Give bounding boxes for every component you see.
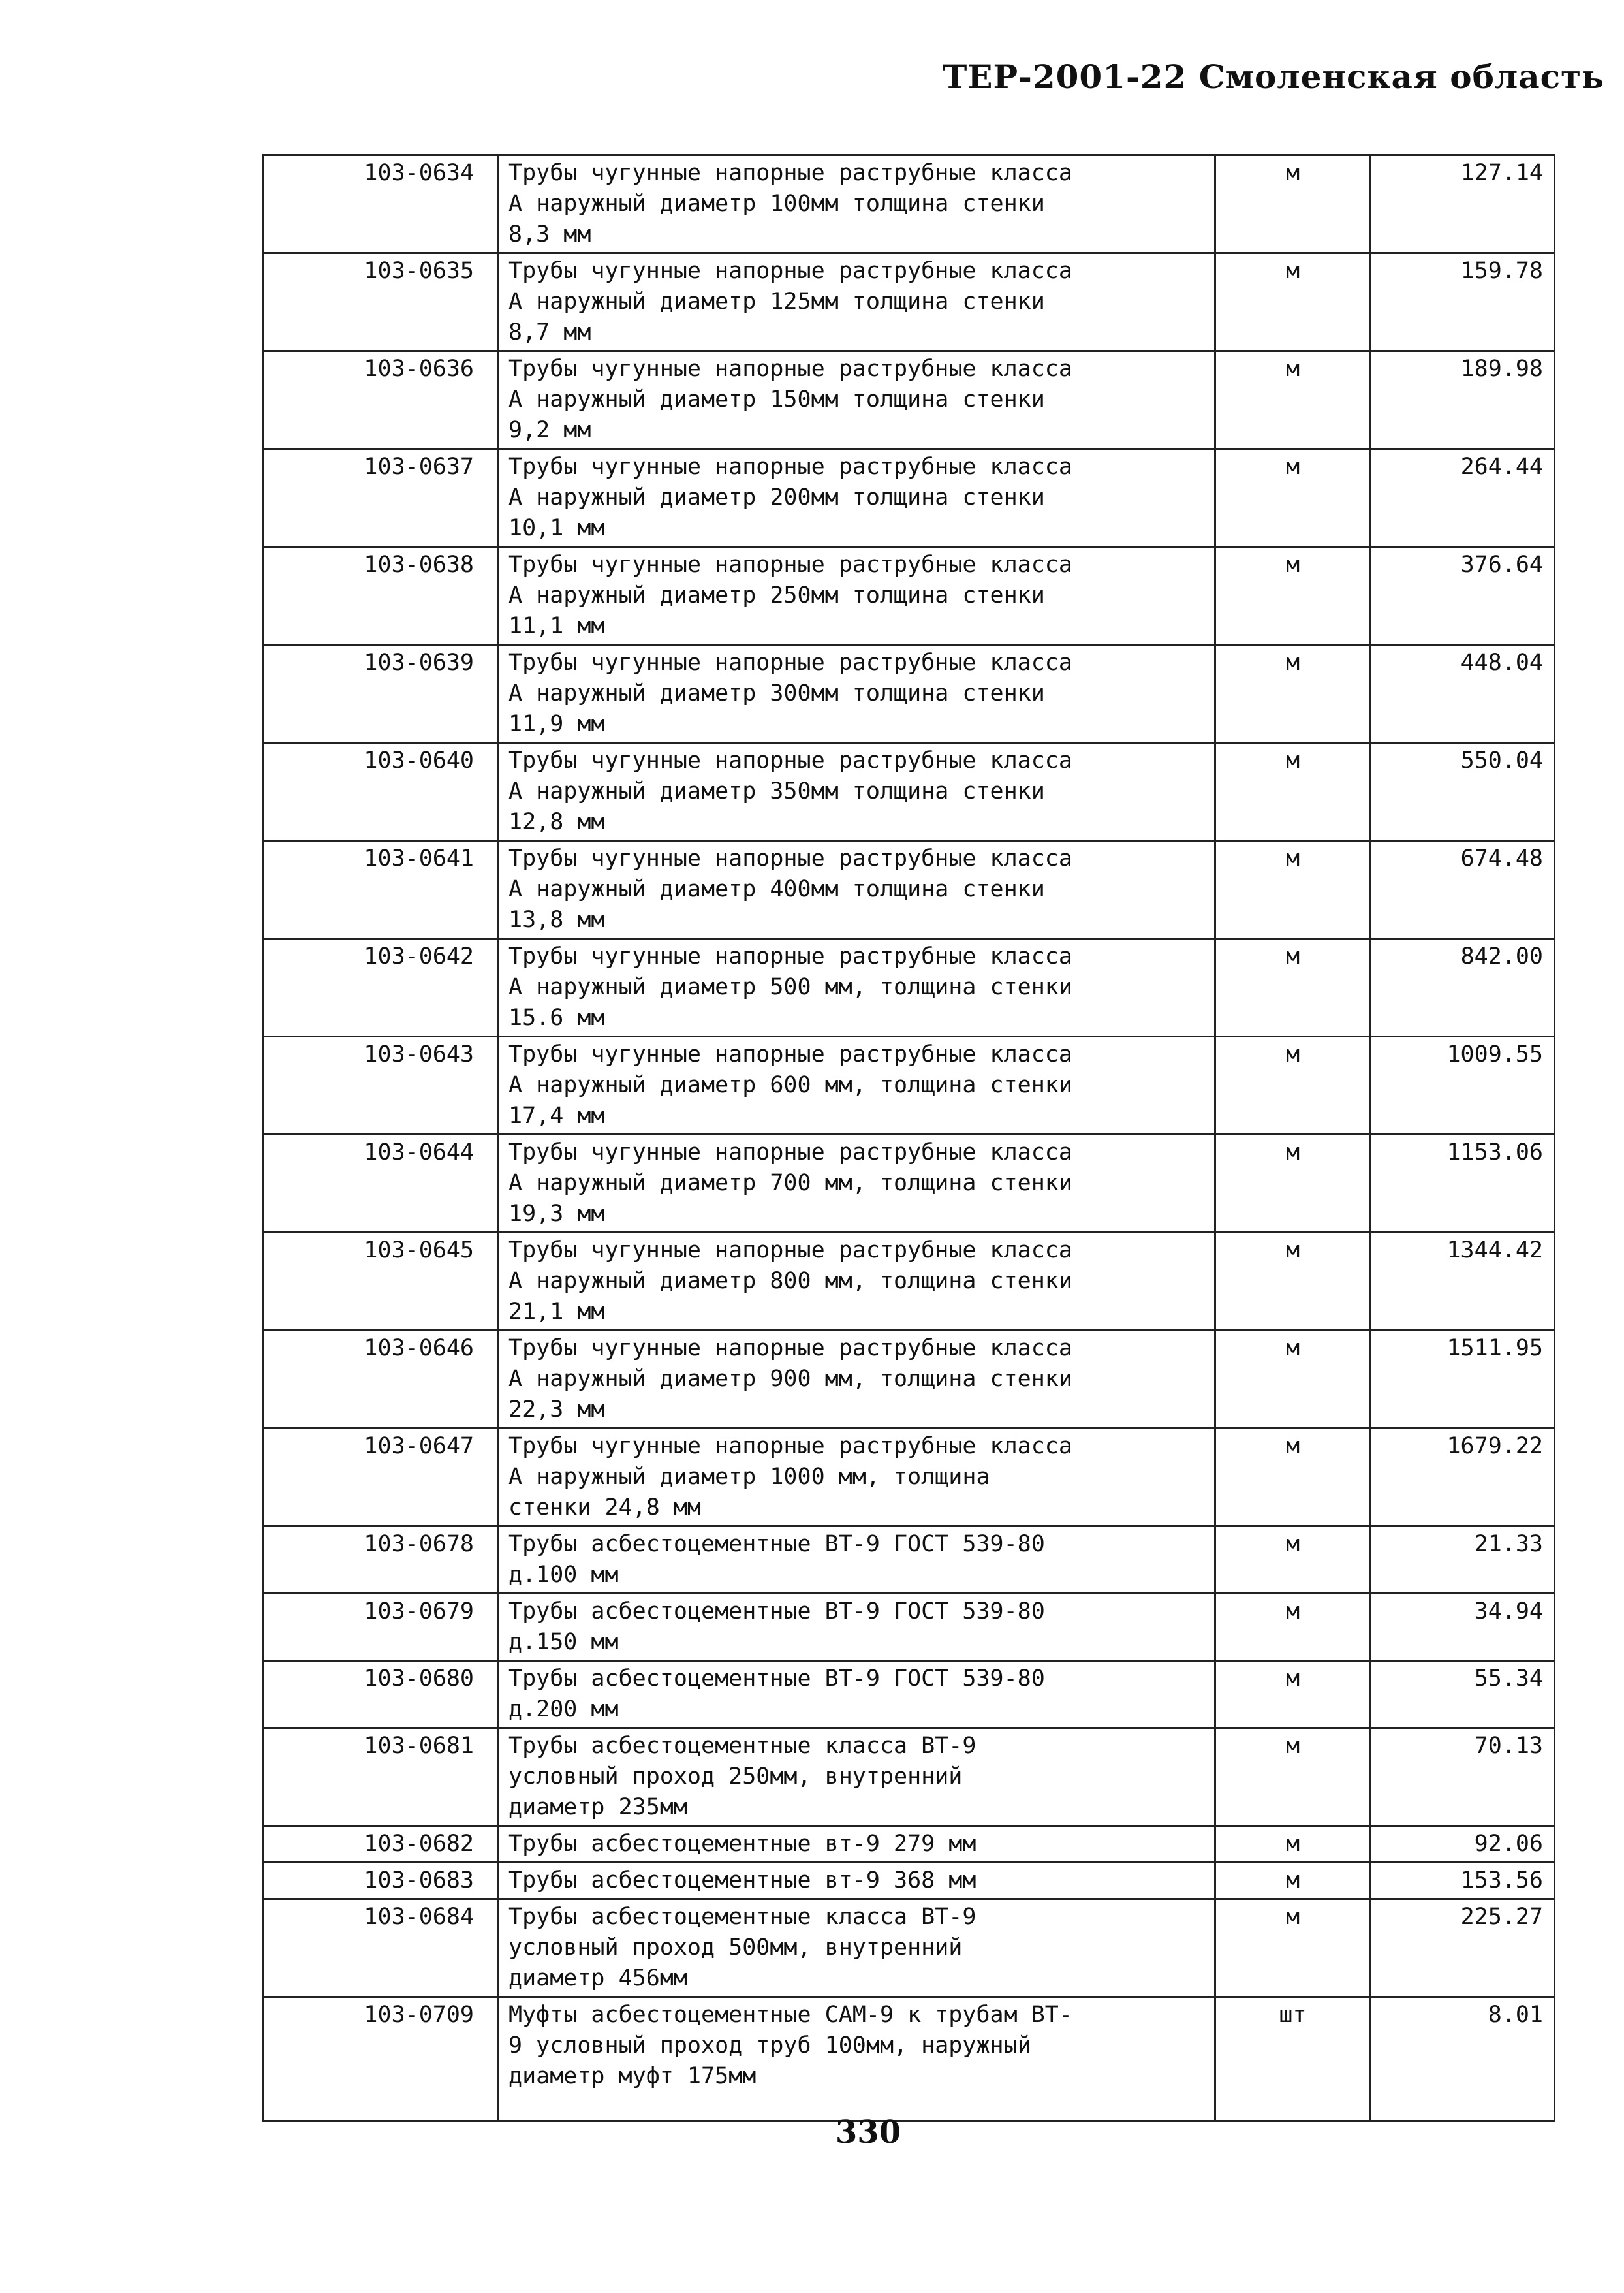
table-row <box>264 1331 1555 1429</box>
resource-code: 103-0637 <box>264 449 499 547</box>
unit-price: 21.33 <box>1371 1526 1555 1594</box>
resource-code: 103-0679 <box>264 1594 499 1661</box>
unit-of-measure: м <box>1215 841 1371 939</box>
unit-price: 55.34 <box>1371 1661 1555 1728</box>
unit-price: 674.48 <box>1371 841 1555 939</box>
unit-price: 1511.95 <box>1371 1331 1555 1429</box>
unit-price: 127.14 <box>1371 155 1555 253</box>
unit-of-measure: м <box>1215 1135 1371 1233</box>
unit-price: 70.13 <box>1371 1728 1555 1826</box>
table-row <box>264 449 1555 547</box>
resource-code: 103-0678 <box>264 1526 499 1594</box>
table-row <box>264 743 1555 841</box>
resource-name: Трубы чугунные напорные раструбные класса А наружный диаметр 400мм толщина стенки 13,8 мм <box>499 841 1215 939</box>
resource-name: Трубы чугунные напорные раструбные класса А наружный диаметр 350мм толщина стенки 12,8 мм <box>499 743 1215 841</box>
resource-name: Трубы чугунные напорные раструбные класса А наружный диаметр 100мм толщина стенки 8,3 мм <box>499 155 1215 253</box>
unit-of-measure: м <box>1215 1037 1371 1135</box>
resource-name: Трубы чугунные напорные раструбные класса А наружный диаметр 200мм толщина стенки 10,1 мм <box>499 449 1215 547</box>
table-row <box>264 939 1555 1037</box>
resource-code: 103-0682 <box>264 1826 499 1863</box>
unit-of-measure: м <box>1215 1594 1371 1661</box>
unit-price: 1344.42 <box>1371 1233 1555 1331</box>
unit-of-measure: м <box>1215 1728 1371 1826</box>
unit-of-measure: шт <box>1215 1997 1371 2121</box>
unit-price: 159.78 <box>1371 253 1555 351</box>
resource-name: Трубы чугунные напорные раструбные класса А наружный диаметр 500 мм, толщина стенки 15.6 мм <box>499 939 1215 1037</box>
table-row <box>264 1233 1555 1331</box>
resource-name: Трубы чугунные напорные раструбные класса А наружный диаметр 800 мм, толщина стенки 21,1 мм <box>499 1233 1215 1331</box>
resource-code: 103-0645 <box>264 1233 499 1331</box>
resource-code: 103-0681 <box>264 1728 499 1826</box>
resource-name: Трубы асбестоцементные класса ВТ-9 условный проход 250мм, внутренний диаметр 235мм <box>499 1728 1215 1826</box>
table-row <box>264 1037 1555 1135</box>
table-row <box>264 841 1555 939</box>
unit-of-measure: м <box>1215 351 1371 449</box>
unit-of-measure: м <box>1215 743 1371 841</box>
unit-of-measure: м <box>1215 253 1371 351</box>
unit-price: 92.06 <box>1371 1826 1555 1863</box>
unit-price: 376.64 <box>1371 547 1555 645</box>
table-row <box>264 645 1555 743</box>
unit-price: 34.94 <box>1371 1594 1555 1661</box>
resource-code: 103-0644 <box>264 1135 499 1233</box>
unit-of-measure: м <box>1215 155 1371 253</box>
table-row <box>264 1997 1555 2121</box>
unit-of-measure: м <box>1215 939 1371 1037</box>
resource-name: Муфты асбестоцементные САМ-9 к трубам ВТ- 9 условный проход труб 100мм, наружный диаметр муфт 175мм <box>499 1997 1215 2121</box>
unit-of-measure: м <box>1215 1863 1371 1899</box>
price-table <box>262 154 1555 2122</box>
price-table-body <box>264 155 1555 2121</box>
unit-price: 264.44 <box>1371 449 1555 547</box>
resource-name: Трубы чугунные напорные раструбные класса А наружный диаметр 250мм толщина стенки 11,1 мм <box>499 547 1215 645</box>
resource-name: Трубы чугунные напорные раструбные класса А наружный диаметр 300мм толщина стенки 11,9 мм <box>499 645 1215 743</box>
resource-name: Трубы чугунные напорные раструбные класса А наружный диаметр 900 мм, толщина стенки 22,3 мм <box>499 1331 1215 1429</box>
resource-code: 103-0643 <box>264 1037 499 1135</box>
unit-of-measure: м <box>1215 1661 1371 1728</box>
page-number: 330 <box>835 2114 901 2151</box>
resource-code: 103-0640 <box>264 743 499 841</box>
resource-name: Трубы асбестоцементные ВТ-9 ГОСТ 539-80 д.150 мм <box>499 1594 1215 1661</box>
table-row <box>264 1826 1555 1863</box>
resource-name: Трубы асбестоцементные вт-9 368 мм <box>499 1863 1215 1899</box>
unit-price: 1009.55 <box>1371 1037 1555 1135</box>
resource-code: 103-0636 <box>264 351 499 449</box>
table-row <box>264 1135 1555 1233</box>
resource-name: Трубы асбестоцементные ВТ-9 ГОСТ 539-80 д.200 мм <box>499 1661 1215 1728</box>
table-row <box>264 1594 1555 1661</box>
unit-of-measure: м <box>1215 645 1371 743</box>
unit-price: 225.27 <box>1371 1899 1555 1997</box>
resource-code: 103-0646 <box>264 1331 499 1429</box>
resource-name: Трубы чугунные напорные раструбные класса А наружный диаметр 700 мм, толщина стенки 19,3 мм <box>499 1135 1215 1233</box>
table-row <box>264 155 1555 253</box>
table-row <box>264 1526 1555 1594</box>
unit-price: 153.56 <box>1371 1863 1555 1899</box>
unit-of-measure: м <box>1215 1233 1371 1331</box>
table-row <box>264 253 1555 351</box>
unit-of-measure: м <box>1215 1899 1371 1997</box>
unit-price: 842.00 <box>1371 939 1555 1037</box>
unit-price: 189.98 <box>1371 351 1555 449</box>
unit-of-measure: м <box>1215 449 1371 547</box>
table-row <box>264 1899 1555 1997</box>
resource-code: 103-0647 <box>264 1429 499 1526</box>
resource-code: 103-0634 <box>264 155 499 253</box>
resource-name: Трубы чугунные напорные раструбные класса А наружный диаметр 150мм толщина стенки 9,2 мм <box>499 351 1215 449</box>
resource-code: 103-0709 <box>264 1997 499 2121</box>
table-row <box>264 1863 1555 1899</box>
table-row <box>264 1661 1555 1728</box>
unit-price: 550.04 <box>1371 743 1555 841</box>
resource-code: 103-0635 <box>264 253 499 351</box>
table-row <box>264 1429 1555 1526</box>
table-row <box>264 351 1555 449</box>
unit-price: 1679.22 <box>1371 1429 1555 1526</box>
unit-price: 1153.06 <box>1371 1135 1555 1233</box>
resource-name: Трубы асбестоцементные класса ВТ-9 условный проход 500мм, внутренний диаметр 456мм <box>499 1899 1215 1997</box>
table-row <box>264 1728 1555 1826</box>
resource-name: Трубы чугунные напорные раструбные класса А наружный диаметр 1000 мм, толщина стенки 24,8 мм <box>499 1429 1215 1526</box>
table-row <box>264 547 1555 645</box>
unit-of-measure: м <box>1215 1826 1371 1863</box>
resource-code: 103-0680 <box>264 1661 499 1728</box>
resource-name: Трубы чугунные напорные раструбные класса А наружный диаметр 600 мм, толщина стенки 17,4 мм <box>499 1037 1215 1135</box>
resource-name: Трубы асбестоцементные вт-9 279 мм <box>499 1826 1215 1863</box>
resource-name: Трубы асбестоцементные ВТ-9 ГОСТ 539-80 д.100 мм <box>499 1526 1215 1594</box>
resource-code: 103-0638 <box>264 547 499 645</box>
resource-code: 103-0684 <box>264 1899 499 1997</box>
resource-code: 103-0683 <box>264 1863 499 1899</box>
unit-of-measure: м <box>1215 547 1371 645</box>
resource-code: 103-0641 <box>264 841 499 939</box>
resource-code: 103-0639 <box>264 645 499 743</box>
resource-name: Трубы чугунные напорные раструбные класса А наружный диаметр 125мм толщина стенки 8,7 мм <box>499 253 1215 351</box>
unit-price: 448.04 <box>1371 645 1555 743</box>
unit-of-measure: м <box>1215 1429 1371 1526</box>
resource-code: 103-0642 <box>264 939 499 1037</box>
unit-price: 8.01 <box>1371 1997 1555 2121</box>
unit-of-measure: м <box>1215 1526 1371 1594</box>
page-header: ТЕР-2001-22 Смоленская область <box>943 57 1604 96</box>
unit-of-measure: м <box>1215 1331 1371 1429</box>
